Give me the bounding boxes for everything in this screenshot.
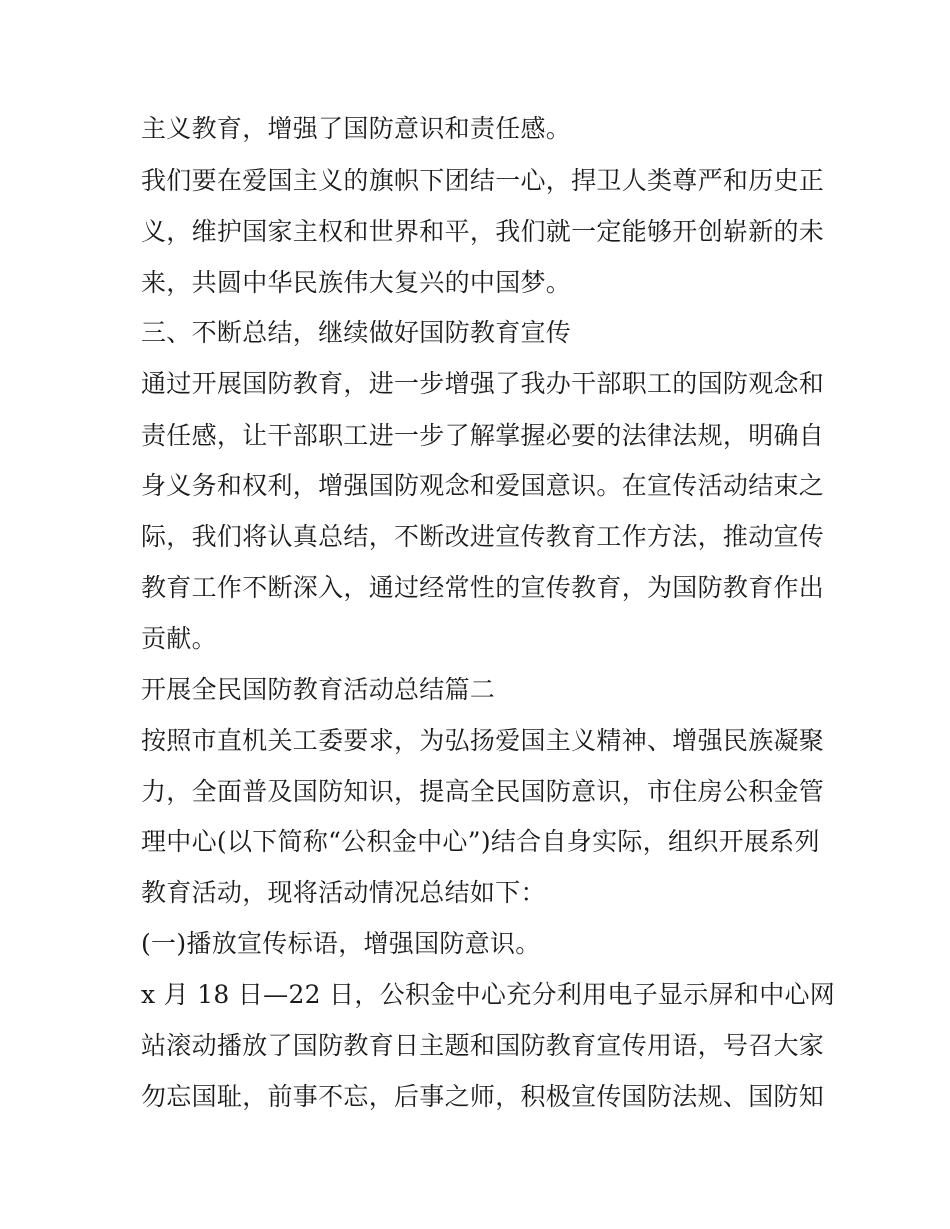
text-line: 教育活动，现将活动情况总结如下： [141, 878, 546, 907]
text-line: 勿忘国耻，前事不忘，后事之师，积极宣传国防法规、国防知 [141, 1082, 825, 1111]
text-line: 理中心(以下简称“公积金中心”)结合自身实际，组织开展系列 [141, 827, 820, 856]
text-line: 义，维护国家主权和世界和平，我们就一定能够开创崭新的未 [141, 217, 825, 246]
text-line: 站滚动播放了国防教育日主题和国防教育宣传用语，号召大家 [141, 1031, 825, 1060]
text-line: 我们要在爱国主义的旗帜下团结一心，捍卫人类尊严和历史正 [141, 166, 825, 195]
section-heading: 开展全民国防教育活动总结篇二 [141, 675, 496, 704]
subsection-heading: (一)播放宣传标语，增强国防意识。 [141, 929, 541, 958]
text-line: 身义务和权利，增强国防观念和爱国意识。在宣传活动结束之 [141, 471, 825, 500]
text-line: 按照市直机关工委要求，为弘扬爱国主义精神、增强民族凝聚 [141, 726, 825, 755]
section-heading: 三、不断总结，继续做好国防教育宣传 [141, 318, 572, 347]
text-line: 力，全面普及国防知识，提高全民国防意识，市住房公积金管 [141, 777, 825, 806]
text-line: 际，我们将认真总结，不断改进宣传教育工作方法，推动宣传 [141, 522, 825, 551]
text-line: 来，共圆中华民族伟大复兴的中国梦。 [141, 268, 572, 297]
text-line: 通过开展国防教育，进一步增强了我办干部职工的国防观念和 [141, 369, 825, 398]
text-line: 责任感，让干部职工进一步了解掌握必要的法律法规，明确自 [141, 421, 825, 450]
text-line: 贡献。 [141, 624, 217, 653]
text-line: 主义教育，增强了国防意识和责任感。 [141, 114, 572, 143]
text-line: x 月 18 日—22 日，公积金中心充分利用电子显示屏和中心网 [141, 980, 836, 1009]
text-line: 教育工作不断深入，通过经常性的宣传教育，为国防教育作出 [141, 573, 825, 602]
